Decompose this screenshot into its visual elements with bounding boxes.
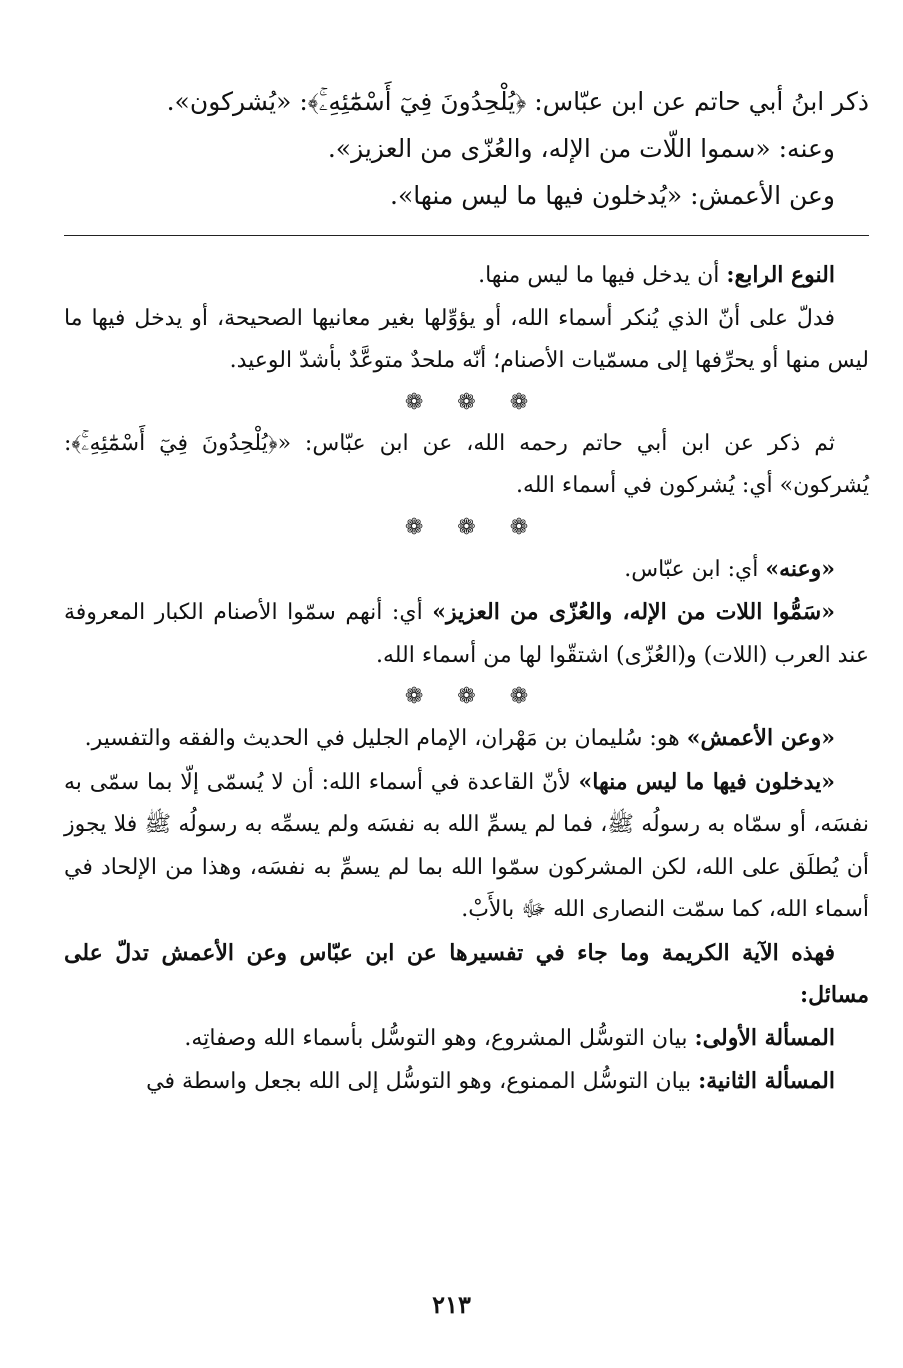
explanation: لأنّ القاعدة في أسماء الله: أن لا يُسمّى إلّا بما سمّى به نفسَه، أو سمّاه به رسولُه ﷺ، فما لم يسمِّ الله به نفسَه ولم يسمِّه به رسولُه ﷺ فلا يجوز أن يُطلَق على الله، لكن المشركون سمّوا الله بما لم يسمِّ به نفسَه، وهذا من الإلحاد في أسماء الله، كما سمّت النصارى الله ﷻ بالأَبْ.: [64, 769, 869, 922]
paragraph-4: [64, 591, 869, 677]
flower-ornament-icon: ❁: [509, 684, 529, 709]
explanation: أي: ابن عبّاس.: [624, 556, 766, 582]
flower-ornament-icon: ❁: [404, 389, 424, 415]
flower-ornament-icon: ❁: [404, 514, 424, 540]
paragraph-7: فهذه الآية الكريمة وما جاء في تفسيرها عن ابن عبّاس وعن الأعمش تدلّ على مسائل:: [64, 939, 869, 1008]
quoted-text-block: [64, 78, 869, 219]
issue-text: بيان التوسُّل الممنوع، وهو التوسُّل إلى الله بجعل واسطة في: [146, 1069, 699, 1094]
flower-ornament-icon: ❁: [457, 389, 476, 415]
quote-term: «وعنه»: [765, 555, 835, 582]
quote-term: «وعن الأعمش»: [686, 725, 835, 751]
quote-term: «يدخلون فيها ما ليس منها»: [578, 768, 835, 795]
section-text: أن يدخل فيها ما ليس منها.: [478, 263, 727, 288]
issue-label: المسألة الأولى:: [694, 1024, 835, 1051]
flower-ornament-icon: ❁: [457, 684, 476, 709]
section-heading-paragraph: [64, 254, 869, 298]
paragraph-2: ثم ذكر عن ابن أبي حاتم رحمه الله، عن ابن عبّاس: «﴿يُلْحِدُونَ فِيٓ أَسْمَٰٓئِهِۦۚ﴾: يُشركون» أي: يُشركون في أسماء الله.: [64, 430, 869, 498]
quote-line-2: وعنه: «سموا اللّات من الإله، والعُزّى من العزيز».: [327, 134, 835, 163]
commentary-block: [64, 254, 869, 1104]
page-number: ٢١٣: [432, 1290, 471, 1319]
issue-text: بيان التوسُّل المشروع، وهو التوسُّل بأسماء الله وصفاتِه.: [184, 1025, 695, 1051]
paragraph-1: فدلّ على أنّ الذي يُنكر أسماء الله، أو يؤوِّلها بغير معانيها الصحيحة، أو يدخل فيها ما ليس منها أو يحرِّفها إلى مسمّيات الأصنام؛ أنّه ملحدٌ متوعَّدٌ بأشدّ الوعيد.: [64, 305, 869, 373]
paragraph-3: [64, 548, 869, 592]
ornament-divider: [64, 508, 869, 548]
issue-1: [64, 1017, 869, 1061]
ornament-divider: [64, 383, 869, 423]
paragraph-6: [64, 761, 869, 932]
explanation: أي: أنهم سمّوا الأصنام الكبار المعروفة عند العرب (اللات) و(العُزّى) اشتقّوا لها من أسماء الله.: [64, 600, 869, 668]
explanation: هو: سُليمان بن مَهْران، الإمام الجليل في الحديث والفقه والتفسير.: [84, 726, 687, 751]
quote-line-3: وعن الأعمش: «يُدخلون فيها ما ليس منها».: [390, 181, 835, 210]
separator-line: [64, 235, 869, 236]
ornament-divider: [64, 677, 869, 717]
section-label: النوع الرابع:: [726, 262, 835, 288]
flower-ornament-icon: ❁: [509, 389, 529, 415]
issue-label: المسألة الثانية:: [698, 1068, 835, 1094]
paragraph-5: [64, 717, 869, 761]
quote-term: «سَمُّوا اللات من الإله، والعُزّى من العزيز»: [432, 599, 835, 625]
flower-ornament-icon: ❁: [457, 514, 476, 540]
issue-2: [64, 1060, 869, 1104]
flower-ornament-icon: ❁: [509, 514, 529, 540]
flower-ornament-icon: ❁: [404, 684, 424, 709]
quote-line-1: ذكر ابنُ أبي حاتم عن ابن عبّاس: ﴿يُلْحِدُونَ فِيٓ أَسْمَٰٓئِهِۦۚ﴾: «يُشركون».: [166, 87, 869, 116]
